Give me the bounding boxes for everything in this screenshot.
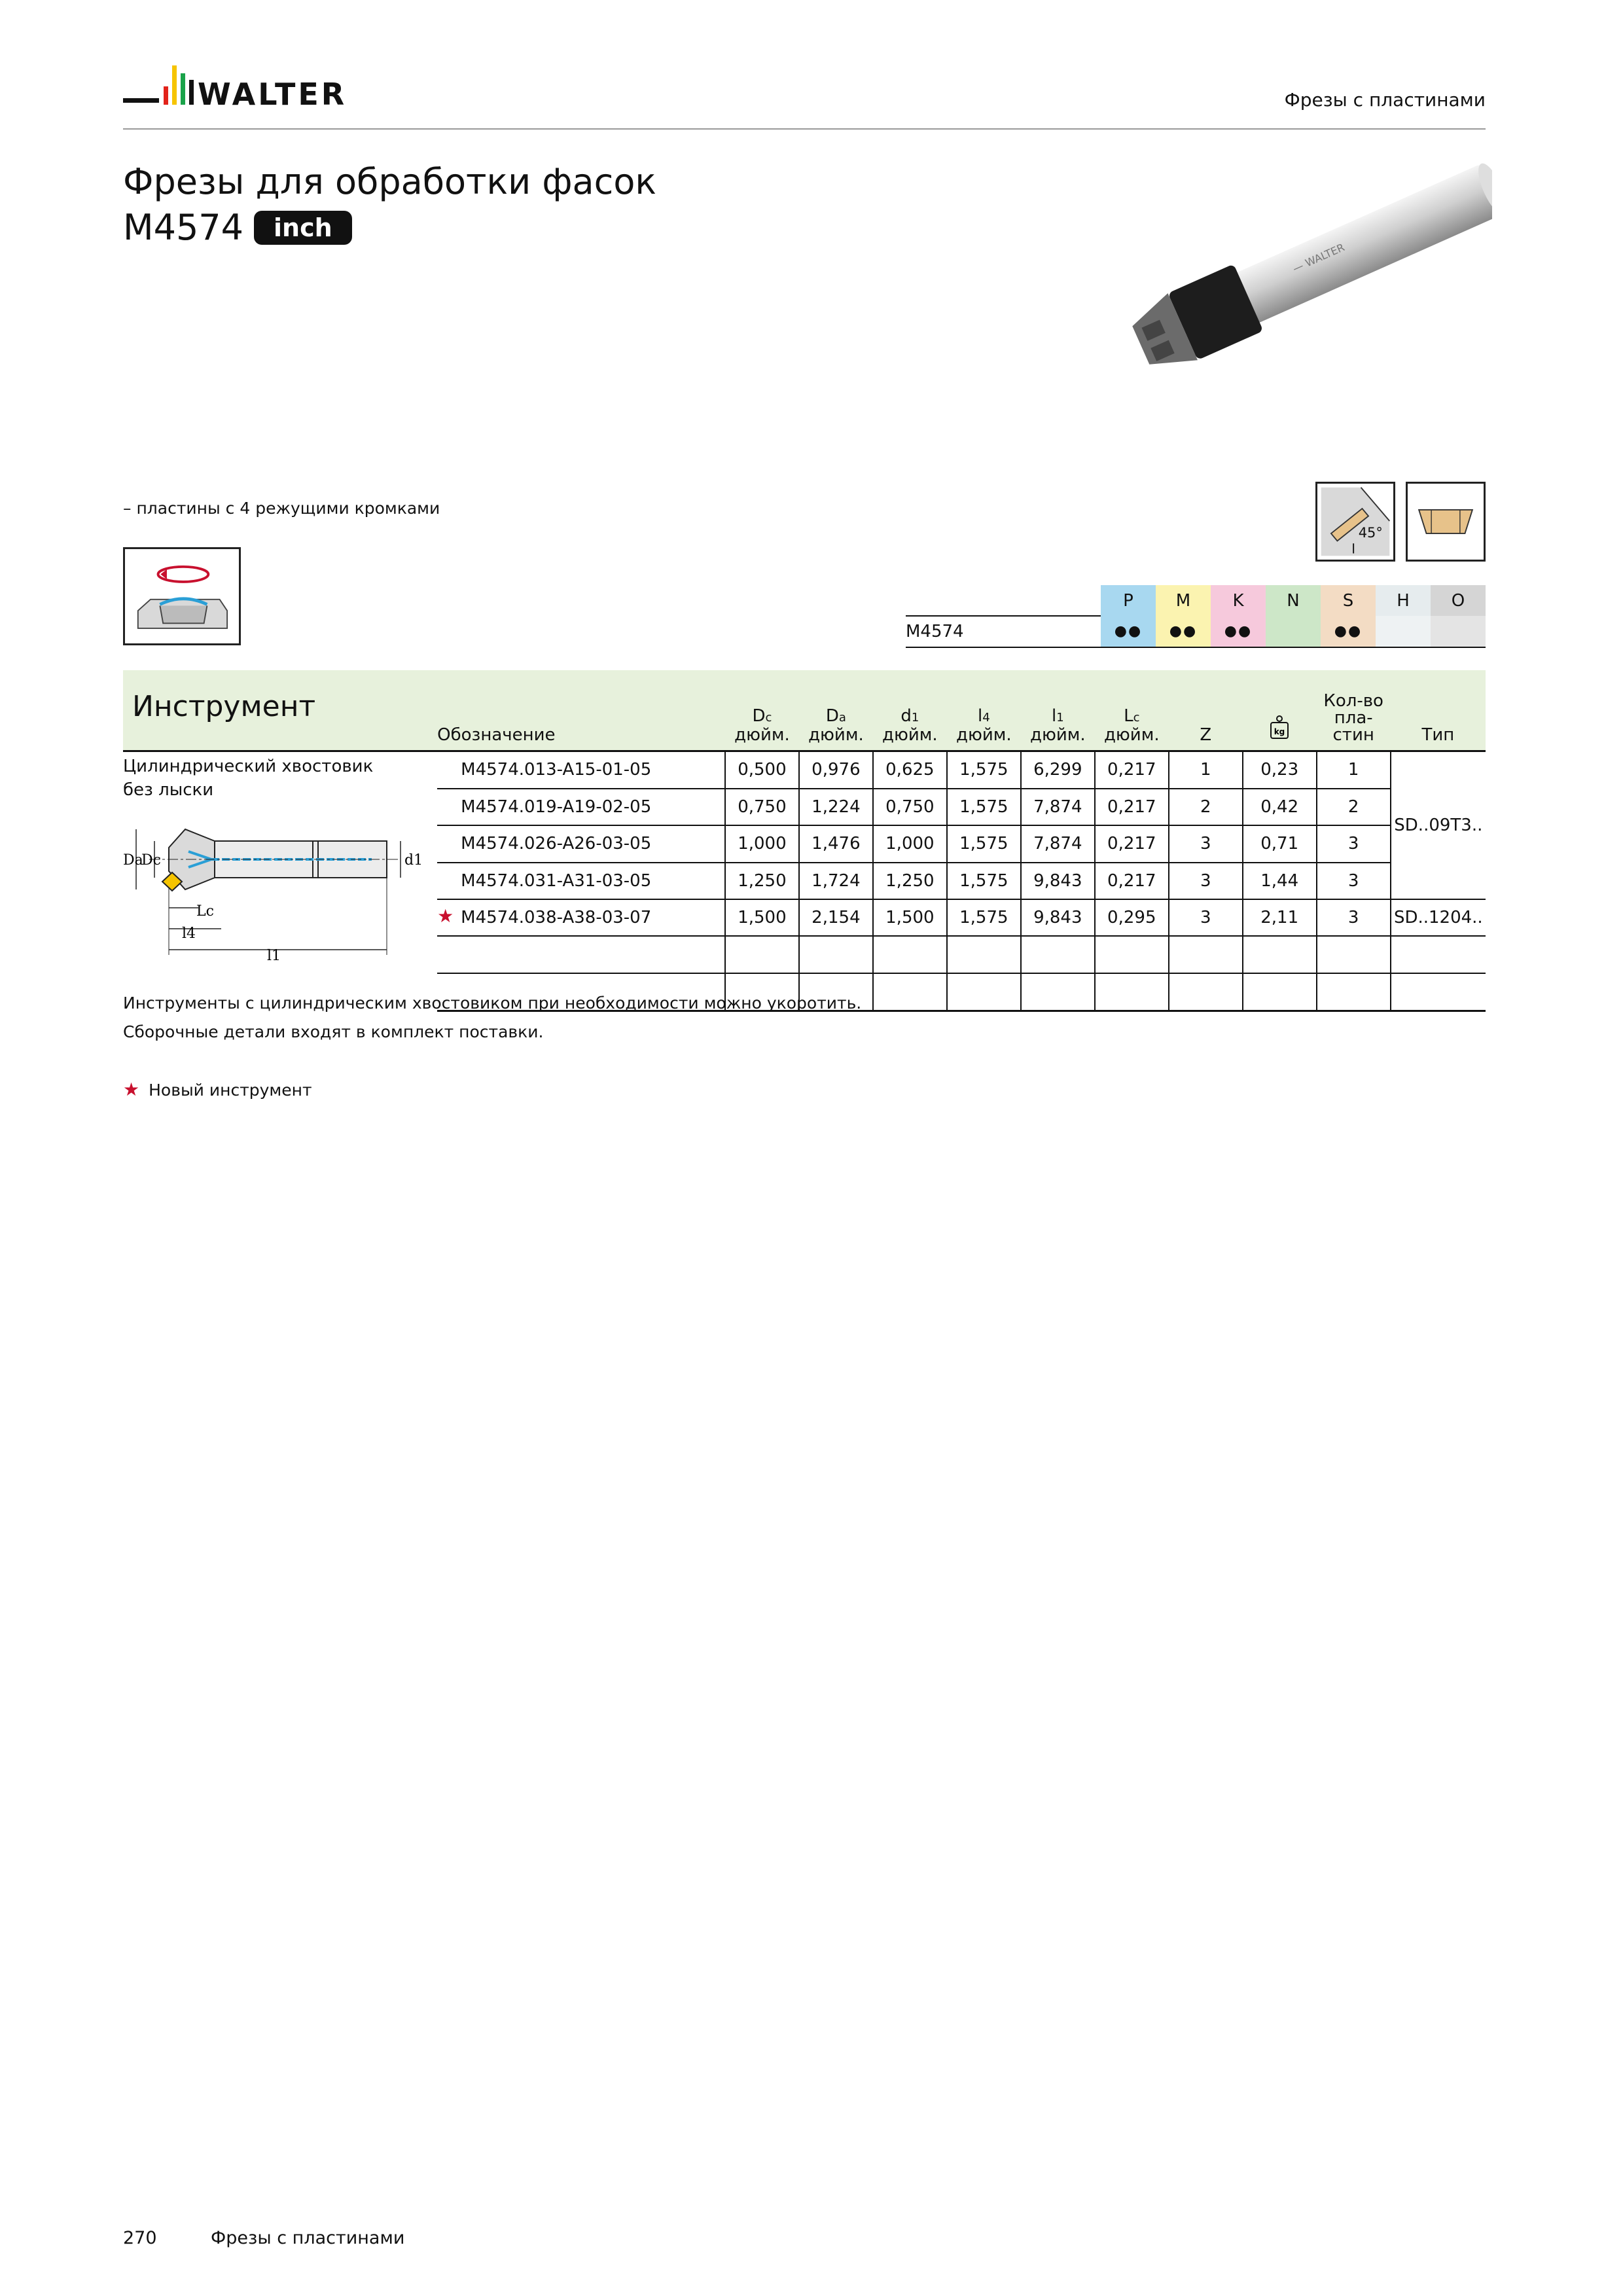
lc-value: 0,217 xyxy=(1095,751,1169,789)
col-header-weight xyxy=(1243,670,1317,751)
d1-value: 0,750 xyxy=(873,789,947,825)
unit-badge: inch xyxy=(254,211,352,245)
page-title: Фрезы для обработки фасок xyxy=(123,161,656,202)
label-Dc: Dc xyxy=(141,852,161,869)
new-tool-star-icon: ★ xyxy=(437,905,454,927)
rating-O xyxy=(1431,616,1486,647)
dc-value: 1,000 xyxy=(725,825,799,862)
material-group-P: P xyxy=(1101,585,1156,616)
rating-K: ●● xyxy=(1211,616,1266,647)
label-l4: l4 xyxy=(182,925,196,942)
svg-text:— WALTER: — WALTER xyxy=(1291,241,1347,275)
tool-table xyxy=(123,670,1486,1012)
col-header-l1: l1 дюйм. xyxy=(1021,670,1095,751)
l1-value: 9,843 xyxy=(1021,863,1095,899)
l4-value: 1,575 xyxy=(947,751,1021,789)
material-group-M: M xyxy=(1156,585,1211,616)
insert-qty-value: 3 xyxy=(1317,899,1391,936)
rating-P: ●● xyxy=(1101,616,1156,647)
insert-qty-value: 3 xyxy=(1317,863,1391,899)
weight-value: 1,44 xyxy=(1243,863,1317,899)
table-header-row xyxy=(123,670,1486,751)
col-header-insert-qty: Кол-во пла- стин xyxy=(1317,670,1391,751)
l1-value: 7,874 xyxy=(1021,789,1095,825)
material-group-O: O xyxy=(1431,585,1486,616)
designation-header: Обозначение xyxy=(437,670,725,751)
da-value: 2,154 xyxy=(799,899,873,936)
chamfer-angle-icon xyxy=(1315,482,1395,562)
material-rating-row xyxy=(906,616,1486,647)
z-value: 3 xyxy=(1169,863,1243,899)
da-value: 1,724 xyxy=(799,863,873,899)
insert-qty-value: 2 xyxy=(1317,789,1391,825)
rating-H xyxy=(1376,616,1431,647)
footer-section-title: Фрезы с пластинами xyxy=(211,2228,405,2248)
product-model xyxy=(123,207,352,249)
svg-text:kg: kg xyxy=(1274,727,1285,736)
page-number: 270 xyxy=(123,2228,157,2248)
material-group-row xyxy=(906,585,1486,616)
insert-shape-icon xyxy=(1406,482,1486,562)
d1-value: 1,250 xyxy=(873,863,947,899)
col-header-z: Z xyxy=(1169,670,1243,751)
lc-value: 0,295 xyxy=(1095,899,1169,936)
material-group-N: N xyxy=(1266,585,1321,616)
col-header-type: Тип xyxy=(1391,670,1486,751)
l1-value: 6,299 xyxy=(1021,751,1095,789)
label-d1: d1 xyxy=(404,852,423,869)
label-l1: l1 xyxy=(267,948,281,964)
rating-S: ●● xyxy=(1321,616,1376,647)
tool-header: Инструмент xyxy=(123,670,437,751)
da-value: 0,976 xyxy=(799,751,873,789)
chamfer-milling-operation-icon xyxy=(123,547,241,645)
label-Da: Da xyxy=(123,852,143,869)
da-value: 1,224 xyxy=(799,789,873,825)
l1-value: 7,874 xyxy=(1021,825,1095,862)
rating-N xyxy=(1266,616,1321,647)
note-assembly-parts: Сборочные детали входят в комплект поставки. xyxy=(123,1022,544,1041)
walter-logo xyxy=(123,60,398,119)
insert-type-cell: SD..09T3.. xyxy=(1391,751,1486,899)
da-value: 1,476 xyxy=(799,825,873,862)
legend-new-tool: ★ Новый инструмент xyxy=(123,1079,312,1100)
header-rule xyxy=(123,128,1486,130)
d1-value: 1,000 xyxy=(873,825,947,862)
rating-M: ●● xyxy=(1156,616,1211,647)
shank-info-cell xyxy=(123,751,437,1011)
designation-cell: M4574.019-A19-02-05 xyxy=(437,789,725,825)
model-number: M4574 xyxy=(123,207,244,248)
star-icon: ★ xyxy=(123,1079,140,1100)
col-header-da: Da дюйм. xyxy=(799,670,873,751)
l4-value: 1,575 xyxy=(947,899,1021,936)
weight-icon xyxy=(1268,714,1291,740)
col-header-lc: Lc дюйм. xyxy=(1095,670,1169,751)
material-group-S: S xyxy=(1321,585,1376,616)
l1-value: 9,843 xyxy=(1021,899,1095,936)
tool-photo xyxy=(1099,157,1492,393)
material-group-K: K xyxy=(1211,585,1266,616)
tool-dimension-drawing xyxy=(123,810,424,1006)
brand-wordmark: WALTER xyxy=(198,77,348,112)
feature-inserts: – пластины с 4 режущими кромками xyxy=(123,499,440,518)
lc-value: 0,217 xyxy=(1095,825,1169,862)
lc-value: 0,217 xyxy=(1095,789,1169,825)
dc-value: 1,250 xyxy=(725,863,799,899)
l4-value: 1,575 xyxy=(947,863,1021,899)
col-header-d1: d1 дюйм. xyxy=(873,670,947,751)
z-value: 3 xyxy=(1169,899,1243,936)
col-header-l4: l4 дюйм. xyxy=(947,670,1021,751)
dc-value: 0,750 xyxy=(725,789,799,825)
z-value: 3 xyxy=(1169,825,1243,862)
insert-qty-value: 1 xyxy=(1317,751,1391,789)
designation-cell: M4574.026-A26-03-05 xyxy=(437,825,725,862)
insert-type-cell: SD..1204.. xyxy=(1391,899,1486,936)
z-value: 2 xyxy=(1169,789,1243,825)
col-header-dc: Dc дюйм. xyxy=(725,670,799,751)
weight-value: 2,11 xyxy=(1243,899,1317,936)
material-group-H: H xyxy=(1376,585,1431,616)
table-row xyxy=(123,751,1486,789)
material-row-label: M4574 xyxy=(906,616,1101,647)
designation-cell: M4574.013-A15-01-05 xyxy=(437,751,725,789)
dc-value: 0,500 xyxy=(725,751,799,789)
dc-value: 1,500 xyxy=(725,899,799,936)
shank-description: Цилиндрический хвостовик без лыски xyxy=(123,757,374,800)
insert-qty-value: 3 xyxy=(1317,825,1391,862)
note-shortening: Инструменты с цилиндрическим хвостовиком при необходимости можно укоротить. xyxy=(123,994,862,1013)
weight-value: 0,42 xyxy=(1243,789,1317,825)
material-suitability-table xyxy=(906,585,1486,648)
d1-value: 0,625 xyxy=(873,751,947,789)
label-Lc: Lc xyxy=(196,903,214,920)
lc-value: 0,217 xyxy=(1095,863,1169,899)
weight-value: 0,71 xyxy=(1243,825,1317,862)
weight-value: 0,23 xyxy=(1243,751,1317,789)
d1-value: 1,500 xyxy=(873,899,947,936)
z-value: 1 xyxy=(1169,751,1243,789)
designation-cell: M4574.031-A31-03-05 xyxy=(437,863,725,899)
header-section-title: Фрезы с пластинами xyxy=(1284,89,1486,111)
designation-cell: ★ M4574.038-A38-03-07 xyxy=(437,899,725,936)
angle-value: 45° xyxy=(1358,524,1383,541)
l4-value: 1,575 xyxy=(947,825,1021,862)
l4-value: 1,575 xyxy=(947,789,1021,825)
